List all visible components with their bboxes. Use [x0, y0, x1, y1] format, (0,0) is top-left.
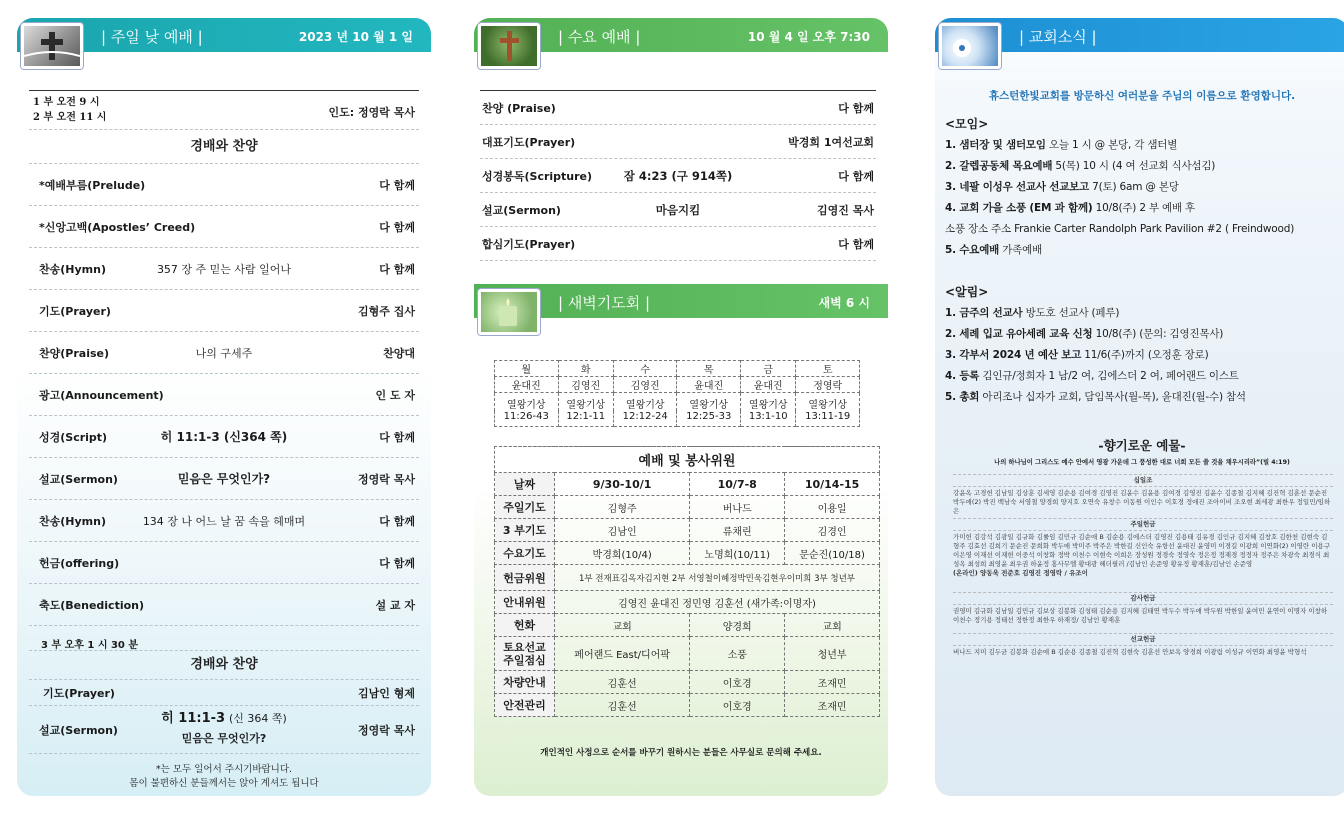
sunday-order-row — [29, 248, 419, 290]
meeting-item-title: 3. 네팔 이성우 선교사 선교보고 — [945, 181, 1090, 193]
servants-cell: 버나드 — [690, 496, 785, 519]
dawn-cell: 목 — [677, 361, 741, 377]
dawn-cell: 열왕기상 — [558, 393, 613, 411]
dawn-schedule-table — [494, 360, 860, 427]
sunday-order-row — [29, 416, 419, 458]
servants-cell: 김경인 — [785, 519, 880, 542]
dawn-cell: 김영진 — [613, 377, 677, 393]
meeting-item — [945, 219, 1341, 240]
sunday-order-row — [29, 584, 419, 626]
service-times — [29, 90, 419, 130]
notice-item — [945, 366, 1341, 387]
news-title: | 교회소식 | — [1019, 28, 1097, 46]
notice-item-detail: 11/6(주)까지 (오정훈 장로) — [1081, 349, 1209, 361]
time-3: 3 부 오후 1 시 30 분 — [41, 640, 139, 651]
order-label: 기도(Prayer) — [39, 304, 111, 318]
dawn-cell: 12:25-33 — [677, 411, 741, 427]
servants-cell: 헌화 — [495, 614, 555, 637]
order-content: 믿음은 무엇인가? — [177, 472, 271, 486]
meeting-item-title: 2. 갈렙공동체 목요예배 — [945, 160, 1053, 172]
wednesday-panel — [474, 18, 888, 796]
meeting-item-detail: 7(토) 6am @ 본당 — [1089, 181, 1179, 193]
sunday-order-row — [29, 164, 419, 206]
notice-item — [945, 387, 1341, 408]
wednesday-header — [474, 18, 888, 52]
servants-title: 예배 및 봉사위원 — [495, 447, 880, 473]
news-panel — [935, 18, 1344, 796]
offering-members: 1부 전재표김옥자김지현 2부 서영철이혜정박민욱김현우이미희 3부 청년부 — [555, 565, 880, 591]
order-label: 설교(Sermon) — [482, 203, 561, 217]
servants-cell: 김남인 — [555, 519, 690, 542]
thanks-offering-names: 권영미 김규화 김남일 김민규 김보상 김봉화 김성태 김순용 김지혜 김태연 박두수 박두애 박두원 박한일 윤여민 윤연이 이명자 이창하 이천수 정기용 정태선 정한정 최한우 하재정/ 김남인 황재훈 — [953, 607, 1328, 624]
servants-cell: 김형주 — [555, 496, 690, 519]
notice-item-title: 1. 금주의 선교사 — [945, 307, 1023, 319]
sunday-order-row — [29, 374, 419, 416]
order-leader: 다 함께 — [838, 169, 874, 183]
servants-cell: 조재민 — [785, 671, 880, 694]
news-header — [935, 18, 1344, 52]
tithe-names: 강윤옥 고경헌 김남일 김상훈 김세영 김순용 김여경 김영진 김윤수 김윤용 김여경 김영진 김윤수 김종철 김지혜 김진혁 김훈선 문순진 박두애(2) 박진 백남숙 서영철 양경희 양지호 오연숙 유창수 이동원 이인수 이호경 정애진 조아이비 조오현 최세광 최한우 정일민/임하은 — [953, 489, 1331, 515]
meeting-item — [945, 156, 1341, 177]
meeting-item — [945, 135, 1341, 156]
notice-item — [945, 324, 1341, 345]
notice-item-detail: 방도호 선교사 (페루) — [1022, 307, 1120, 319]
servants-cell: 이호경 — [690, 694, 785, 717]
prayer-3-row — [29, 680, 419, 706]
usher-label: 안내위원 — [495, 591, 555, 614]
order-label: 성경(Script) — [39, 430, 108, 444]
servants-cell: 조재민 — [785, 694, 880, 717]
dawn-cell: 열왕기상 — [613, 393, 677, 411]
usher-members: 김영진 윤대진 정민영 김훈선 (새가족:이명자) — [555, 591, 880, 614]
order-label: *신앙고백(Apostles’ Creed) — [39, 220, 196, 234]
servants-head-cell: 날짜 — [495, 473, 555, 496]
sunday-date: 2023 년 10 월 1 일 — [298, 30, 413, 44]
meeting-item — [945, 177, 1341, 198]
thanks-offering-heading: 감사헌금 — [953, 592, 1333, 605]
sunday-offering-heading: 주일헌금 — [953, 518, 1333, 531]
notice-item-detail: 아리조나 십자가 교회, 담임목사(월-목), 윤대진(월-수) 참석 — [979, 391, 1246, 403]
meeting-item-detail: 가족예배 — [999, 244, 1043, 256]
servants-cell: 이용일 — [785, 496, 880, 519]
notice-item-detail: 김인규/정희자 1 남/2 여, 김에스더 2 여, 페어랜드 이스트 — [979, 370, 1239, 382]
servants-cell: 교회 — [785, 614, 880, 637]
notices-title: <알림> — [945, 285, 989, 299]
servants-cell: 안전관리 — [495, 694, 555, 717]
servants-cell: 양경희 — [690, 614, 785, 637]
servants-head-cell: 10/14-15 — [785, 473, 880, 496]
order-content: 히 11:1-3 (신364 쪽) — [160, 430, 288, 444]
tithe-heading: 십일조 — [953, 474, 1333, 487]
sunday-offering-names: 가미헌 김강석 김광일 김규화 김률임 김민규 김순애 B 김순용 김에스더 김영진 김용태 김유경 김인규 김지혜 김창호 김한천 김현숙 김형주 김효선 김희기 문순진 문희화 박두애 박미주 박주은 박한길 신인숙 유항선 윤대진 윤영미 이경길 이광희 이연화(2) 이영란 이용구 이은영 이재선 이재헌 이중석 이창화 정박 이천수 이현숙 이희은 장성원 정경숙 정영숙 정은정 정재경 정정자 정주은 차광숙 최경식 최성옥 최성희 최영윤 최우권 하윤정 홍사무엘 황대광 헤더필러 /김남인 손준영 황유정 황재훈/김남인 손준영 — [953, 533, 1331, 568]
order-leader: 다 함께 — [838, 237, 874, 251]
dawn-cell: 토 — [796, 361, 860, 377]
order-content: 357 장 주 믿는 사람 일어나 — [156, 262, 292, 276]
order-label: 축도(Benediction) — [39, 598, 145, 612]
order-leader: 설 교 자 — [375, 598, 415, 612]
dawn-cell: 월 — [495, 361, 559, 377]
notice-item-detail: 10/8(주) (문의: 김영진목사) — [1092, 328, 1224, 340]
sunday-order-row — [29, 500, 419, 542]
dawn-time: 새벽 6 시 — [818, 296, 870, 310]
order-label: 광고(Announcement) — [39, 388, 164, 402]
order-label: 찬양 (Praise) — [482, 101, 556, 115]
order-leader: 박경희 1여선교회 — [788, 135, 874, 149]
order-leader: 김형주 집사 — [358, 304, 415, 318]
stand-note: *는 모두 일어서 주시기바랍니다. — [155, 764, 293, 775]
dawn-cell: 12:12-24 — [613, 411, 677, 427]
sermon-3-ref-page: (신 364 쪽) — [228, 712, 287, 725]
sermon-3-preacher: 정영락 목사 — [358, 723, 415, 737]
wednesday-order-row — [480, 227, 876, 261]
meeting-item-title: 1. 샘터장 및 샘터모임 — [945, 139, 1046, 151]
order-content: 134 장 나 어느 날 꿈 속을 헤매며 — [142, 514, 306, 528]
dawn-header — [474, 284, 888, 318]
dawn-title: | 새벽기도회 | — [558, 294, 651, 312]
servants-note: 개인적인 사정으로 순서를 바꾸기 원하시는 분들은 사무실로 문의해 주세요. — [540, 748, 822, 758]
sunday-panel — [17, 18, 431, 796]
order-label: 성경봉독(Scripture) — [482, 169, 593, 183]
dawn-cell: 13:1-10 — [741, 411, 796, 427]
meeting-item-detail: 5(목) 10 시 (4 여 선교회 식사섬김) — [1052, 160, 1216, 172]
section-worship: 경배와 찬양 — [29, 132, 419, 164]
sunday-order-row — [29, 290, 419, 332]
servants-cell: 노명희(10/11) — [690, 542, 785, 565]
servants-cell: 이호경 — [690, 671, 785, 694]
order-label: 찬양(Praise) — [39, 346, 109, 360]
meetings-title: <모임> — [945, 117, 989, 131]
prayer-3-label: 기도(Prayer) — [43, 686, 115, 700]
order-content: 잠 4:23 (구 914쪽) — [623, 168, 733, 183]
dawn-cell: 열왕기상 — [495, 393, 559, 411]
notice-item-title: 2. 세례 입교 유아세례 교육 신청 — [945, 328, 1093, 340]
notice-item — [945, 345, 1341, 366]
gift-title: -향기로운 예물- — [1098, 438, 1186, 453]
servants-cell: 문순진(10/18) — [785, 542, 880, 565]
order-label: 합심기도(Prayer) — [482, 237, 576, 251]
order-leader: 다 함께 — [379, 262, 415, 276]
dawn-cell: 13:11-19 — [796, 411, 860, 427]
meeting-item-detail: 소풍 장소 주소 Frankie Carter Randolph Park Pavilion #2 ( Freindwood) — [945, 223, 1295, 235]
gift-verse: 나의 하나님이 그리스도 예수 안에서 영광 가운데 그 풍성한 대로 너희 모든 쓸 것을 채우시리라”(빌 4:19) — [994, 459, 1290, 466]
dawn-cell: 수 — [613, 361, 677, 377]
servants-cell: 김훈선 — [555, 694, 690, 717]
servants-cell: 소풍 — [690, 637, 785, 671]
order-leader: 정영락 목사 — [358, 472, 415, 486]
dawn-cell: 12:1-11 — [558, 411, 613, 427]
mission-offering-heading: 선교헌금 — [953, 633, 1333, 646]
dawn-cell: 정영락 — [796, 377, 860, 393]
servants-cell: 주일기도 — [495, 496, 555, 519]
dawn-cell: 윤대진 — [741, 377, 796, 393]
order-leader: 다 함께 — [379, 430, 415, 444]
sit-note: 몸이 불편하신 분들께서는 앉아 계셔도 됩니다 — [129, 778, 319, 789]
servants-cell: 청년부 — [785, 637, 880, 671]
dawn-cell: 열왕기상 — [796, 393, 860, 411]
servants-cell: 페어랜드 East/디어팍 — [555, 637, 690, 671]
dawn-cell: 윤대진 — [677, 377, 741, 393]
online-offering-names: (온라인) 양동욱 전준호 김영진 정영락 / 유조이 — [953, 569, 1088, 577]
time-2: 2 부 오전 11 시 — [33, 112, 107, 123]
servants-cell: 김훈선 — [555, 671, 690, 694]
dawn-cell: 11:26-43 — [495, 411, 559, 427]
service-leader: 인도: 정영락 목사 — [328, 106, 415, 119]
order-leader: 인 도 자 — [375, 388, 415, 402]
meeting-item-title: 5. 수요예배 — [945, 244, 1000, 256]
order-label: *예배부름(Prelude) — [39, 178, 146, 192]
wooden-cross-image — [478, 23, 540, 69]
mission-offering-names: 버나드 지미 김두균 김봉화 김순애 B 김순용 김종철 김진혁 김현숙 김훈선 안보옥 양경희 이광림 이성규 이연화 최영윤 박형석 — [953, 648, 1307, 656]
welcome-text: 휴스턴한빛교회를 방문하신 여러분을 주님의 이름으로 환영합니다. — [988, 90, 1296, 102]
dawn-cell: 열왕기상 — [741, 393, 796, 411]
bible-cross-image — [21, 23, 83, 69]
prayer-3-leader: 김남인 형제 — [358, 686, 415, 700]
wednesday-title: | 수요 예배 | — [558, 28, 641, 46]
order-label: 찬송(Hymn) — [39, 514, 106, 528]
order-leader: 다 함께 — [379, 220, 415, 234]
sermon-3-ref: 히 11:1-3 — [161, 711, 226, 726]
sunday-header — [17, 18, 431, 52]
order-leader: 다 함께 — [379, 556, 415, 570]
servants-cell: 차량안내 — [495, 671, 555, 694]
time-1: 1 부 오전 9 시 — [33, 97, 100, 108]
servants-cell: 박경희(10/4) — [555, 542, 690, 565]
order-label: 설교(Sermon) — [39, 472, 118, 486]
notice-item-title: 3. 각부서 2024 년 예산 보고 — [945, 349, 1082, 361]
gift-list — [953, 472, 1333, 657]
meeting-item-title: 4. 교회 가을 소풍 (EM 과 함께) — [945, 202, 1093, 214]
offering-label: 헌금위원 — [495, 565, 555, 591]
wednesday-order-row — [480, 193, 876, 227]
order-label: 찬송(Hymn) — [39, 262, 106, 276]
sermon-3-row — [29, 706, 419, 754]
servants-cell: 류채린 — [690, 519, 785, 542]
wednesday-order-row — [480, 125, 876, 159]
order-label: 대표기도(Prayer) — [482, 135, 576, 149]
dawn-cell: 열왕기상 — [677, 393, 741, 411]
wednesday-order-row — [480, 159, 876, 193]
order-leader: 다 함께 — [379, 178, 415, 192]
order-label: 헌금(offering) — [39, 556, 120, 570]
notice-item — [945, 303, 1341, 324]
sunday-title: | 주일 낮 예배 | — [101, 28, 203, 46]
sermon-3-title: 믿음은 무엇인가? — [181, 732, 267, 745]
servants-head-cell: 10/7-8 — [690, 473, 785, 496]
order-content: 마음지킴 — [655, 202, 701, 217]
candle-image — [478, 289, 540, 335]
meeting-item-detail: 10/8(주) 2 부 예배 후 — [1092, 202, 1196, 214]
notice-item-title: 4. 등록 — [945, 370, 980, 382]
sunday-order-row — [29, 458, 419, 500]
meeting-item — [945, 240, 1341, 261]
servants-cell: 교회 — [555, 614, 690, 637]
dawn-cell: 윤대진 — [495, 377, 559, 393]
order-leader: 김영진 목사 — [817, 203, 874, 217]
notice-item-title: 5. 총회 — [945, 391, 980, 403]
wednesday-order-row — [480, 91, 876, 125]
meeting-item — [945, 198, 1341, 219]
servants-cell: 수요기도 — [495, 542, 555, 565]
wednesday-date: 10 월 4 일 오후 7:30 — [747, 30, 870, 44]
sunday-order-row — [29, 332, 419, 374]
dawn-cell: 화 — [558, 361, 613, 377]
order-leader: 다 함께 — [379, 514, 415, 528]
servants-head-cell: 9/30-10/1 — [555, 473, 690, 496]
sermon-3-label: 설교(Sermon) — [39, 723, 118, 737]
dawn-cell: 금 — [741, 361, 796, 377]
order-leader: 찬양대 — [383, 346, 415, 360]
servants-cell: 토요선교 주일점심 — [495, 637, 555, 671]
order-leader: 다 함께 — [838, 101, 874, 115]
order-content: 나의 구세주 — [195, 346, 253, 360]
servants-cell: 3 부기도 — [495, 519, 555, 542]
flower-image — [939, 23, 1001, 69]
meeting-item-detail: 오늘 1 시 @ 본당, 각 샘터별 — [1045, 139, 1178, 151]
servants-table — [494, 446, 880, 717]
dawn-cell: 김영진 — [558, 377, 613, 393]
sunday-order-row — [29, 206, 419, 248]
section-worship-3: 경배와 찬양 — [29, 650, 419, 680]
sunday-order-row — [29, 542, 419, 584]
